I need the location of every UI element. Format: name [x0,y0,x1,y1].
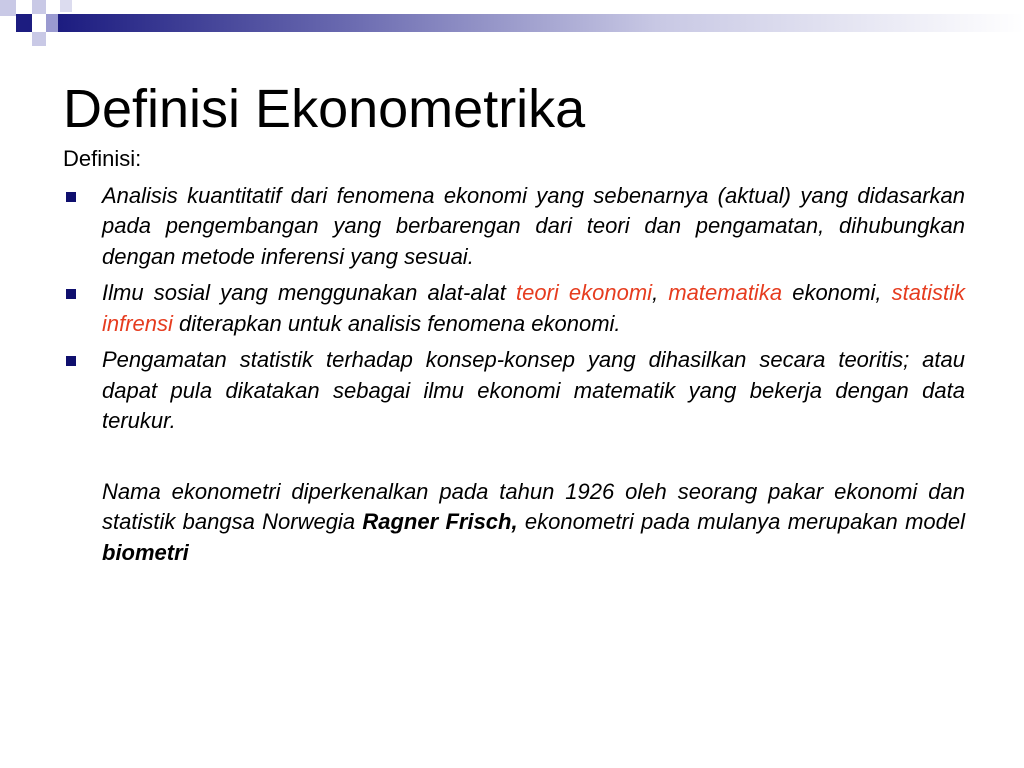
history-note [102,477,965,569]
model-name: biometri [102,539,189,565]
intro-label: Definisi: [63,146,142,171]
highlight-term: statistik infrensi [102,280,965,336]
decorative-square [16,14,32,32]
bullet-text: Analisis kuantitatif dari fenomena ekonomi yang sebenarnya (aktual) yang didasarkan pada pengembangan yang berbarengan dari teori dan pengamatan, dihubungkan dengan metode inferensi yang sesuai. [102,182,965,269]
highlight-term: matematika [668,280,783,305]
bullet-text: Ilmu sosial yang menggunakan alat-alat [102,280,516,305]
list-item [63,181,965,273]
definition-list [63,181,965,437]
person-name: Ragner Frisch, [362,509,518,534]
bullet-text: diterapkan untuk analisis fenomena ekonomi. [172,310,621,336]
decorative-square [46,14,58,32]
decorative-square [32,32,46,46]
header-gradient-bar [58,14,1024,32]
bullet-text: ekonomi, [782,280,892,305]
bullet-text: , [652,280,669,305]
header-decoration [0,0,1024,48]
decorative-square [32,0,46,14]
square-bullet-icon [66,192,76,202]
slide-body [63,144,965,568]
decorative-square [0,0,16,16]
list-item [63,278,965,339]
highlight-term: teori ekonomi [515,280,653,305]
square-bullet-icon [66,289,76,299]
square-bullet-icon [66,356,76,366]
slide-title: Definisi Ekonometrika [63,79,586,139]
decorative-square [60,0,72,12]
bullet-text: Pengamatan statistik terhadap konsep-konsep yang dihasilkan secara teoritis; atau dapat pula dikatakan sebagai ilmu ekonomi matematik yang bekerja dengan data terukur. [102,347,965,433]
note-text: ekonometri pada mulanya merupakan model [517,509,965,534]
list-item [63,345,965,437]
note-text: Nama ekonometri diperkenalkan pada tahun 1926 oleh seorang pakar ekonomi dan statistik bangsa Norwegia [102,478,965,534]
